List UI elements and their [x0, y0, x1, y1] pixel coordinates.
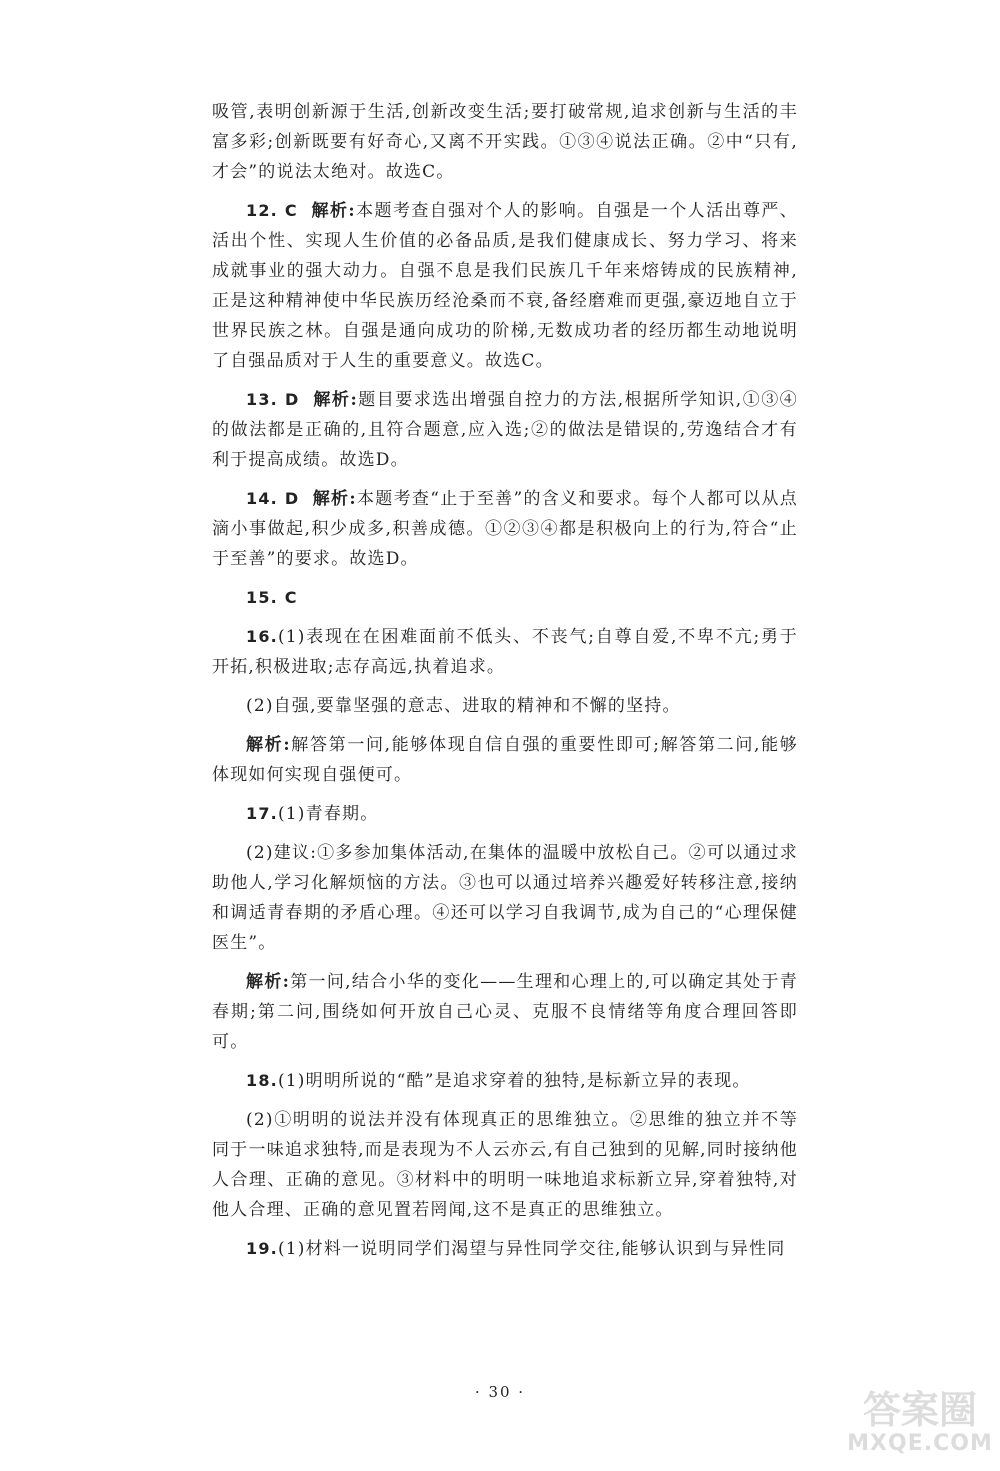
answer-19-part-1	[212, 1234, 798, 1264]
paragraph-text: 本题考查自强对个人的影响。自强是一个人活出尊严、活出个性、实现人生价值的必备品质,是我们健康成长、努力学习、将来成就事业的强大动力。自强不息是我们民族几千年来熔铸成的民族精神,正是这种精神使中华民族历经沧桑而不衰,备经磨难而更强,豪迈地自立于世界民族之林。自强是通向成功的阶梯,无数成功者的经历都生动地说明了自强品质对于人生的重要意义。故选C。	[212, 201, 798, 371]
paragraph-text: (2)①明明的说法并没有体现真正的思维独立。②思维的独立并不等同于一味追求独特,而是表现为不人云亦云,有自己独到的见解,同时接纳他人合理、正确的意见。③材料中的明明一味地追求标新立异,穿着独特,对他人合理、正确的意见置若罔闻,这不是真正的思维独立。	[212, 1110, 798, 1220]
paragraph-text: (1)表现在在困难面前不低头、不丧气;自尊自爱,不卑不亢;勇于开拓,积极进取;志存高远,执着追求。	[212, 627, 798, 677]
question-number: 19.	[246, 1239, 278, 1258]
question-number: 14. D	[246, 489, 300, 508]
answer-12	[212, 196, 798, 376]
paragraph-11-continued	[212, 97, 798, 187]
paragraph-text: 吸管,表明创新源于生活,创新改变生活;要打破常规,追求创新与生活的丰富多彩;创新既要有好奇心,又离不开实践。①③④说法正确。②中“只有,才会”的说法太绝对。故选C。	[212, 102, 798, 182]
question-number: 15. C	[246, 588, 298, 607]
answer-16-analysis	[212, 730, 798, 790]
analysis-label: 解析:	[311, 201, 356, 221]
analysis-label: 解析:	[246, 735, 291, 755]
answer-17-part-1	[212, 799, 798, 829]
question-number: 18.	[246, 1071, 278, 1090]
answer-14	[212, 484, 798, 574]
answer-17-analysis	[212, 967, 798, 1057]
analysis-label: 解析:	[313, 390, 358, 410]
paragraph-text: (1)材料一说明同学们渴望与异性同学交往,能够认识到与异性同	[277, 1239, 786, 1259]
paragraph-text: 第一问,结合小华的变化——生理和心理上的,可以确定其处于青春期;第二问,围绕如何开放自己心灵、克服不良情绪等角度合理回答即可。	[212, 972, 798, 1052]
question-number: 13. D	[246, 390, 300, 409]
answer-16-part-2	[212, 691, 798, 721]
answer-17-part-2	[212, 838, 798, 958]
page-number: · 30 ·	[474, 1383, 526, 1401]
paragraph-text: (1)明明所说的“酷”是追求穿着的独特,是标新立异的表现。	[277, 1071, 751, 1091]
answer-18-part-1	[212, 1066, 798, 1096]
answer-text-body	[212, 97, 798, 1264]
question-number: 16.	[246, 627, 278, 646]
analysis-label: 解析:	[312, 489, 357, 509]
answer-15	[212, 583, 798, 613]
answer-13	[212, 385, 798, 475]
paragraph-text: (1)青春期。	[277, 804, 379, 824]
paragraph-text: 题目要求选出增强自控力的方法,根据所学知识,①③④的做法都是正确的,且符合题意,应入选;②的做法是错误的,劳逸结合才有利于提高成绩。故选D。	[212, 390, 798, 470]
watermark-url-text: MXQE.COM	[847, 1431, 993, 1456]
paragraph-text: 解答第一问,能够体现自信自强的重要性即可;解答第二问,能够体现如何实现自强便可。	[212, 735, 798, 785]
site-watermark	[845, 1375, 995, 1465]
answer-18-part-2	[212, 1105, 798, 1225]
paragraph-text: (2)自强,要靠坚强的意志、进取的精神和不懈的坚持。	[246, 696, 681, 716]
question-number: 17.	[246, 804, 278, 823]
analysis-label: 解析:	[246, 972, 291, 992]
answer-16-part-1	[212, 622, 798, 682]
watermark-logo-text: 答案圈	[862, 1388, 977, 1432]
paragraph-text: 本题考查“止于至善”的含义和要求。每个人都可以从点滴小事做起,积少成多,积善成德。①②③④都是积极向上的行为,符合“止于至善”的要求。故选D。	[212, 489, 798, 569]
paragraph-text: (2)建议:①多参加集体活动,在集体的温暖中放松自己。②可以通过求助他人,学习化解烦恼的方法。③也可以通过培养兴趣爱好转移注意,接纳和调适青春期的矛盾心理。④还可以学习自我调节,成为自己的“心理保健医生”。	[212, 843, 798, 953]
question-number: 12. C	[246, 201, 298, 220]
